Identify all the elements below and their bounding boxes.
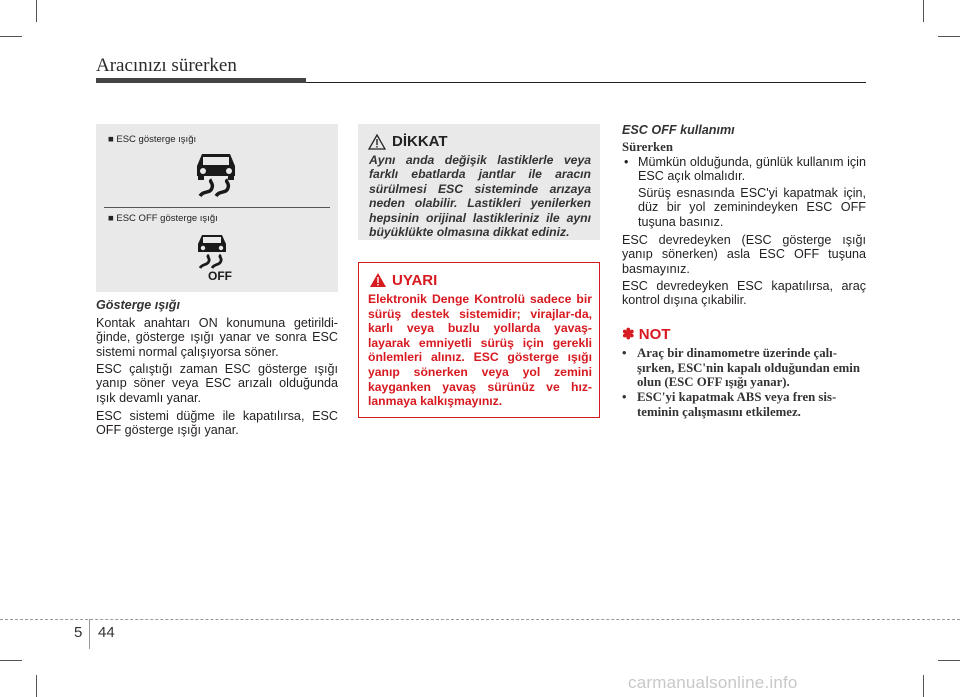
crop-mark <box>0 660 22 661</box>
right-paragraph-1: ESC devredeyken (ESC gösterge ışığı yanıp sönerken) asla ESC OFF tuşuna basmayınız. <box>622 233 866 276</box>
note-bullet-2: ESC'yi kapatmak ABS veya fren sis-teminin çalışmasını etkilemez. <box>637 390 837 419</box>
footer-rule <box>0 619 960 620</box>
note-bullet-1: Araç bir dinamometre üzerinde çalı-şırken, ESC'nin kapalı olduğundan emin olun (ESC OFF ışığı yanar). <box>637 346 860 389</box>
crop-mark <box>938 36 960 37</box>
esc-off-indicator-label: ■ ESC OFF gösterge ışığı <box>108 213 218 224</box>
esc-indicator-icon <box>190 148 242 205</box>
watermark: carmanualsonline.info <box>628 673 798 692</box>
page-number: 44 <box>98 624 115 641</box>
page-header-title: Aracınızı sürerken <box>96 55 237 76</box>
caution-triangle-icon <box>368 134 386 155</box>
warning-triangle-icon <box>369 272 387 293</box>
driving-label: Sürerken <box>622 140 673 154</box>
left-paragraph-1: Kontak anahtarı ON konumuna getirildi-ğinde, gösterge ışığı yanar ve sonra ESC sistemi normal çalışıyorsa söner. <box>96 316 338 359</box>
header-rule-accent <box>96 78 306 83</box>
section-number: 5 <box>74 624 83 641</box>
caution-text: Aynı anda değişik lastiklerle veya farklı ebatlarda jantlar ile aracın sürülmesi ESC sisteminde arızaya neden olabilir. Lastikleri yenilerken hepsinin orijinal lastikleriniz ile aynı büyüklükte olmasına dikkat ediniz. <box>369 153 591 240</box>
esc-off-subheading: ESC OFF kullanımı <box>622 123 735 137</box>
bullet-dot: • <box>622 346 627 360</box>
right-bullet-1: Mümkün olduğunda, günlük kullanım için ESC açık olmalıdır. <box>638 155 866 184</box>
crop-mark <box>36 675 37 697</box>
caution-title: DİKKAT <box>392 133 448 150</box>
crop-mark <box>938 660 960 661</box>
right-bullet-1-cont: Sürüş esnasında ESC'yi kapatmak için, düz bir yol zeminindeyken ESC OFF tuşuna basınız. <box>638 186 866 229</box>
footer-separator <box>89 619 90 649</box>
warning-text: Elektronik Denge Kontrolü sadece bir sürüş destek sistemidir; virajlar-da, karlı veya buzlu yollarda yavaş-layarak emniyetli sürüş için gerekli önlemleri alınız. ESC gösterge ışığı yanıp sönerken veya yol zemini kayganken yavaş sürünüz ve hız-lanmaya kalkışmayınız. <box>368 292 592 409</box>
crop-mark <box>923 0 924 22</box>
right-paragraph-2: ESC devredeyken ESC kapatılırsa, araç kontrol dışına çıkabilir. <box>622 279 866 308</box>
crop-mark <box>0 36 22 37</box>
indicator-subheading: Gösterge ışığı <box>96 298 180 312</box>
crop-mark <box>36 0 37 22</box>
panel-divider <box>104 207 330 208</box>
warning-title: UYARI <box>392 272 438 289</box>
crop-mark <box>923 675 924 697</box>
esc-off-text: OFF <box>208 269 232 283</box>
note-title: ✽ NOT <box>622 326 671 343</box>
bullet-dot: • <box>622 390 627 404</box>
left-paragraph-2: ESC çalıştığı zaman ESC gösterge ışığı yanıp söner veya ESC arızalı olduğunda ışık devamlı yanar. <box>96 362 338 405</box>
esc-indicator-label: ■ ESC gösterge ışığı <box>108 134 197 145</box>
bullet-dot: • <box>624 155 629 169</box>
left-paragraph-3: ESC sistemi düğme ile kapatılırsa, ESC OFF gösterge ışığı yanar. <box>96 409 338 438</box>
